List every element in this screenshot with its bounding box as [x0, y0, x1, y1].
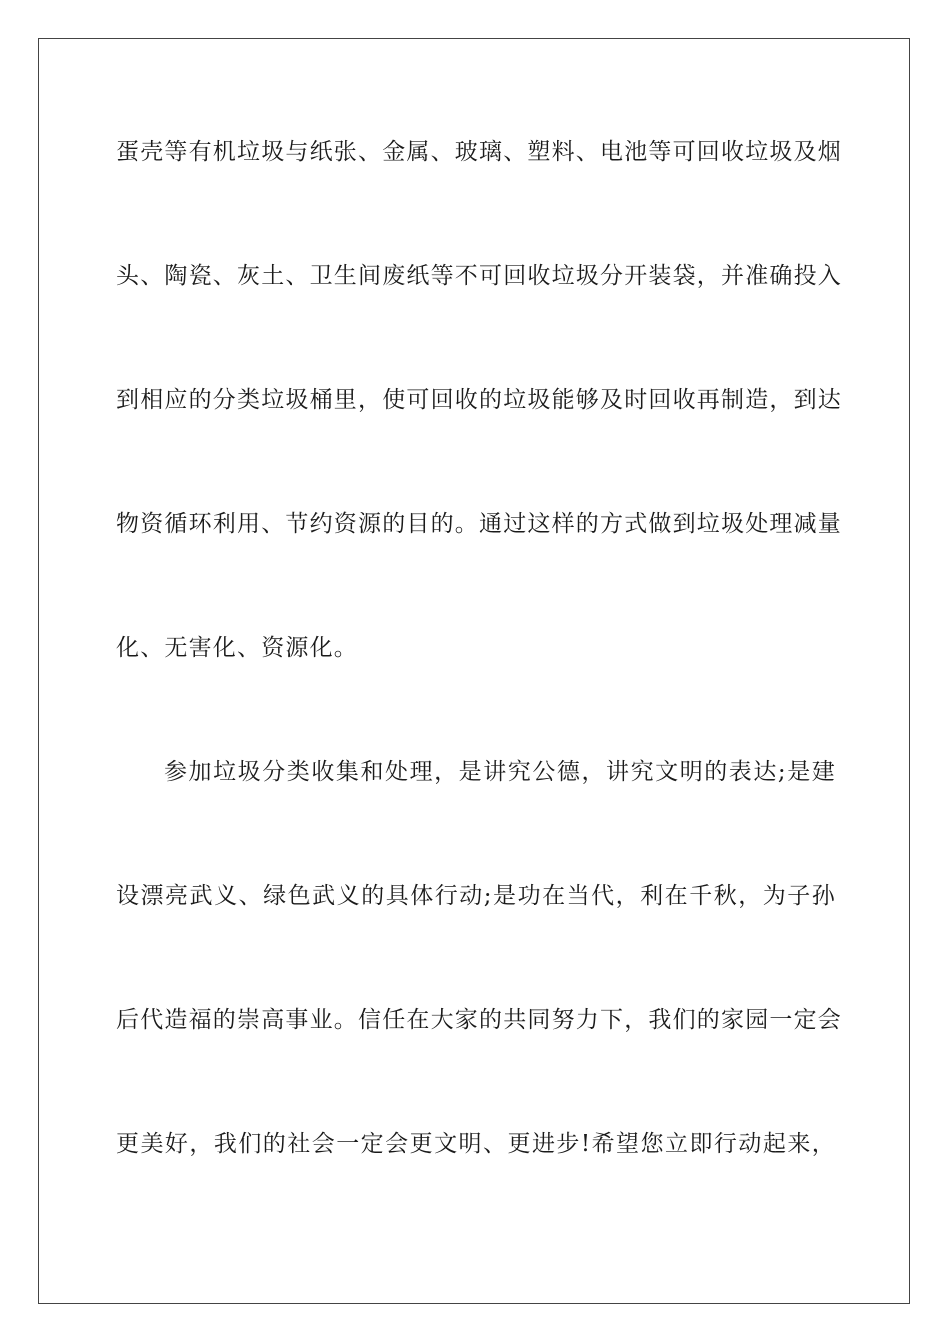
paragraph-line: 到相应的分类垃圾桶里，使可回收的垃圾能够及时回收再制造，到达 [116, 387, 842, 413]
paragraph-line: 后代造福的崇高事业。信任在大家的共同努力下，我们的家园一定会 [116, 1007, 842, 1033]
paragraph-line: 头、陶瓷、灰土、卫生间废纸等不可回收垃圾分开装袋，并准确投入 [116, 263, 842, 289]
paragraph-line: 更美好，我们的社会一定会更文明、更进步!希望您立即行动起来， [116, 1131, 836, 1157]
page-border [38, 38, 910, 1304]
paragraph-line: 设漂亮武义、绿色武义的具体行动;是功在当代，利在千秋，为子孙 [116, 883, 836, 909]
paragraph-line: 蛋壳等有机垃圾与纸张、金属、玻璃、塑料、电池等可回收垃圾及烟 [116, 139, 842, 165]
paragraph-line: 物资循环利用、节约资源的目的。通过这样的方式做到垃圾处理减量 [116, 511, 842, 537]
paragraph-line: 参加垃圾分类收集和处理，是讲究公德，讲究文明的表达;是建 [164, 759, 836, 785]
paragraph-line: 化、无害化、资源化。 [116, 635, 358, 661]
